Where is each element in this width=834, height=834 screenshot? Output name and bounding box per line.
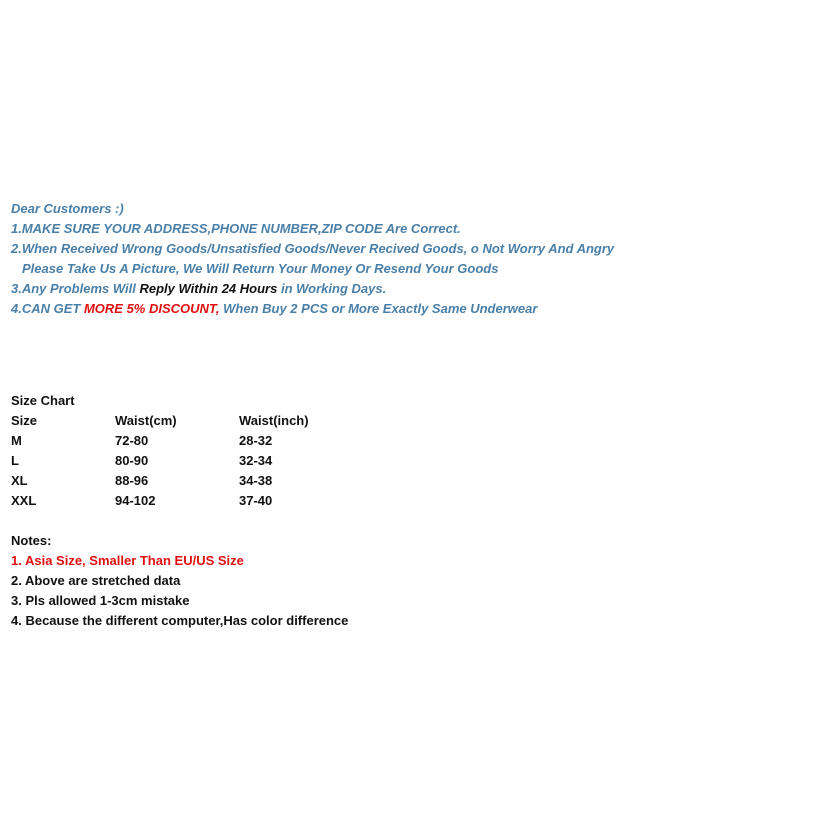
cell-size: XXL <box>11 493 37 508</box>
cell-waist-cm: 80-90 <box>115 453 149 468</box>
notice-line-3 <box>11 279 614 299</box>
cell-size: M <box>11 433 22 448</box>
notice-line-2b: Please Take Us A Picture, We Will Return Your Money Or Resend Your Goods <box>22 261 499 276</box>
cell-waist-inch: 28-32 <box>239 433 273 448</box>
size-chart-title-text: Size Chart <box>11 393 75 408</box>
notice-line-4 <box>11 299 614 319</box>
notes-title: Notes: <box>11 533 52 548</box>
notes-item-1: 1. Asia Size, Smaller Than EU/US Size <box>11 553 244 568</box>
cell-waist-inch: 37-40 <box>239 493 273 508</box>
cell-size: XL <box>11 473 28 488</box>
notice-line-2: 2.When Received Wrong Goods/Unsatisfied Goods/Never Recived Goods, o Not Worry And Angry <box>11 241 615 256</box>
notice-line-3-post: in Working Days. <box>277 281 387 296</box>
cell-waist-inch: 32-34 <box>239 453 273 468</box>
notice-line-1: 1.MAKE SURE YOUR ADDRESS,PHONE NUMBER,ZIP CODE Are Correct. <box>11 221 461 236</box>
customer-notice <box>11 199 614 319</box>
notice-line-4-pre: 4.CAN GET <box>11 301 84 316</box>
header-size: Size <box>11 413 38 428</box>
notice-line-3-pre: 3.Any Problems Will <box>11 281 140 296</box>
notice-greeting: Dear Customers :) <box>11 201 124 216</box>
header-waist-inch: Waist(inch) <box>239 413 309 428</box>
cell-waist-cm: 94-102 <box>115 493 156 508</box>
notes-section <box>11 531 348 631</box>
notes-item-2: 2. Above are stretched data <box>11 573 181 588</box>
notice-line-4-highlight: MORE 5% DISCOUNT, <box>83 301 220 316</box>
notes-item-4: 4. Because the different computer,Has color difference <box>11 613 349 628</box>
notice-line-3-highlight: Reply Within 24 Hours <box>139 281 278 296</box>
notice-line-4-post: When Buy 2 PCS or More Exactly Same Underwear <box>219 301 538 316</box>
notes-item-3: 3. Pls allowed 1-3cm mistake <box>11 593 190 608</box>
cell-size: L <box>11 453 19 468</box>
header-waist-cm: Waist(cm) <box>115 413 177 428</box>
cell-waist-cm: 72-80 <box>115 433 149 448</box>
cell-waist-inch: 34-38 <box>239 473 273 488</box>
cell-waist-cm: 88-96 <box>115 473 149 488</box>
